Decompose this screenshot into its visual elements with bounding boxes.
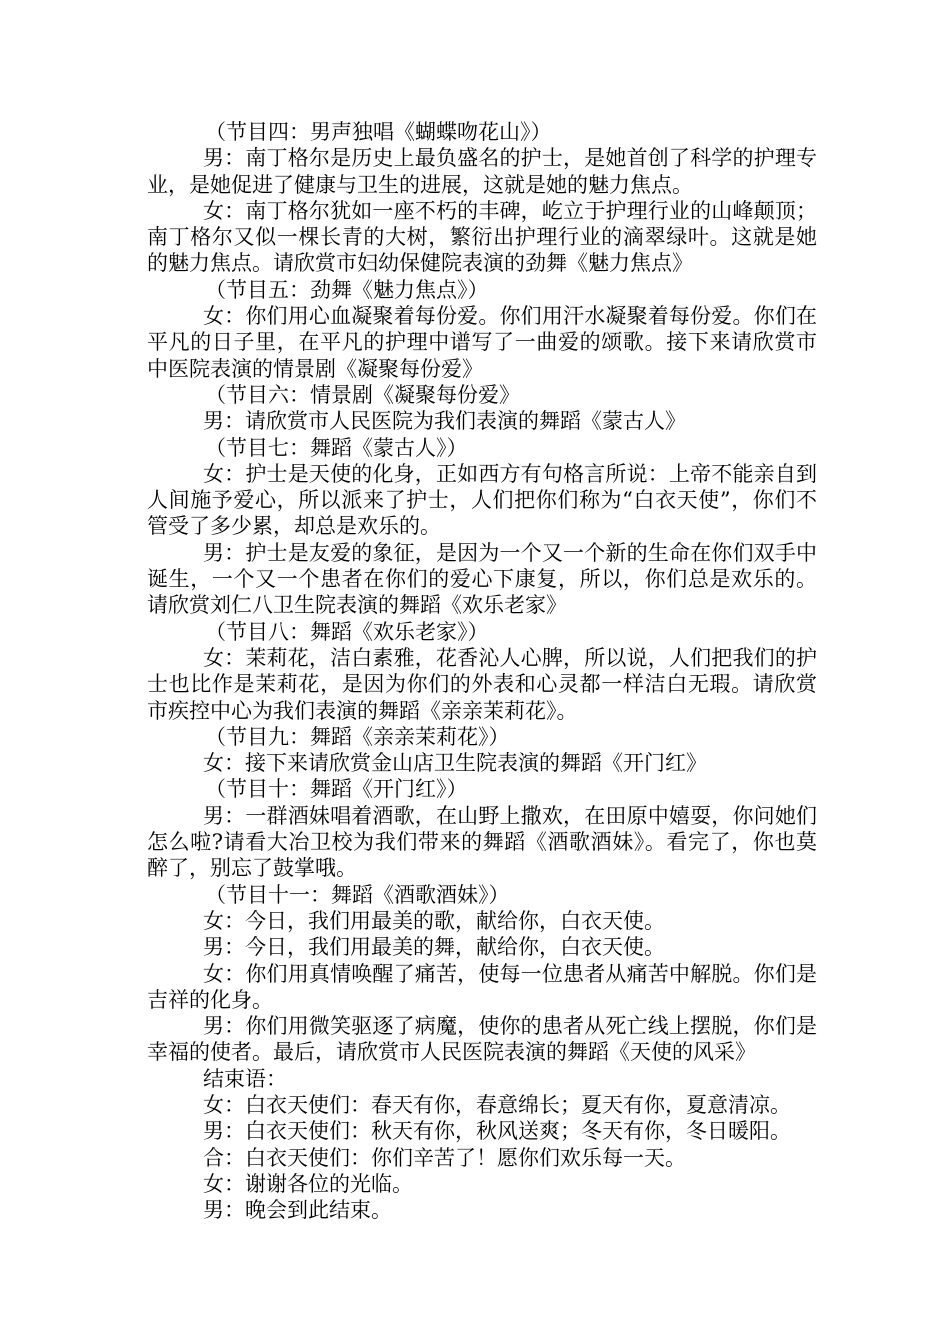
dialogue-paragraph: 女：你们用心血凝聚着每份爱。你们用汗水凝聚着每份爱。你们在平凡的日子里，在平凡的护理中谱写了一曲爱的颂歌。接下来请欣赏市中医院表演的情景剧《凝聚每份爱》: [147, 304, 817, 381]
dialogue-paragraph: 女：护士是天使的化身，正如西方有句格言所说：上帝不能亲自到人间施予爱心，所以派来了护士，人们把你们称为“白衣天使”，你们不管受了多少累，却总是欢乐的。: [147, 461, 817, 539]
dialogue-paragraph: 女：谢谢各位的光临。: [203, 1171, 413, 1196]
dialogue-paragraph: 男：晚会到此结束。: [203, 1198, 392, 1223]
dialogue-paragraph: 男：护士是友爱的象征，是因为一个又一个新的生命在你们双手中诞生，一个又一个患者在你们的爱心下康复，所以，你们总是欢乐的。请欣赏刘仁八卫生院表演的舞蹈《欢乐老家》: [147, 540, 817, 618]
dialogue-paragraph: 女：白衣天使们：春天有你，春意绵长；夏天有你，夏意清凉。: [203, 1092, 791, 1117]
dialogue-paragraph: 女：接下来请欣赏金山店卫生院表演的舞蹈《开门红》: [203, 751, 707, 776]
dialogue-paragraph: 合：白衣天使们：你们辛苦了！愿你们欢乐每一天。: [203, 1145, 686, 1170]
dialogue-paragraph: 男：一群酒妹唱着酒歌，在山野上撒欢，在田原中嬉耍，你问她们怎么啦?请看大冶卫校为我们带来的舞蹈《酒歌酒妹》。看完了，你也莫醉了，别忘了鼓掌哦。: [147, 803, 817, 881]
dialogue-paragraph: 男：今日，我们用最美的舞，献给你，白衣天使。: [203, 935, 665, 960]
dialogue-paragraph: 男：白衣天使们：秋天有你，秋风送爽；冬天有你，冬日暖阳。: [203, 1119, 791, 1144]
program-7-heading: （节目七：舞蹈《蒙古人》）: [205, 435, 468, 460]
dialogue-paragraph: 女：你们用真情唤醒了痛苦，使每一位患者从痛苦中解脱。你们是吉祥的化身。: [147, 961, 817, 1012]
program-11-heading: （节目十一：舞蹈《酒歌酒妹》）: [205, 882, 510, 907]
dialogue-paragraph: 男：你们用微笑驱逐了病魔，使你的患者从死亡线上摆脱，你们是幸福的使者。最后，请欣赏市人民医院表演的舞蹈《天使的风采》: [147, 1014, 817, 1065]
program-8-heading: （节目八：舞蹈《欢乐老家》）: [205, 619, 489, 644]
dialogue-paragraph: 男：南丁格尔是历史上最负盛名的护士，是她首创了科学的护理专业，是她促进了健康与卫生的进展，这就是她的魅力焦点。: [147, 146, 817, 197]
closing-remarks-heading: 结束语：: [203, 1066, 287, 1091]
dialogue-paragraph: 女：茉莉花，洁白素雅，花香沁人心脾，所以说，人们把我们的护士也比作是茉莉花，是因为你们的外表和心灵都一样洁白无瑕。请欣赏市疾控中心为我们表演的舞蹈《亲亲茉莉花》。: [147, 645, 817, 723]
program-5-heading: （节目五：劲舞《魅力焦点》）: [205, 277, 489, 302]
dialogue-paragraph: 女：今日，我们用最美的歌，献给你，白衣天使。: [203, 908, 665, 933]
program-9-heading: （节目九：舞蹈《亲亲茉莉花》）: [205, 724, 510, 749]
program-10-heading: （节目十：舞蹈《开门红》）: [205, 777, 468, 802]
dialogue-paragraph: 女：南丁格尔犹如一座不朽的丰碑，屹立于护理行业的山峰颠顶；南丁格尔又似一棵长青的大树，繁衍出护理行业的滴翠绿叶。这就是她的魅力焦点。请欣赏市妇幼保健院表演的劲舞《魅力焦点》: [147, 198, 817, 276]
program-4-heading: （节目四：男声独唱《蝴蝶吻花山》）: [205, 120, 552, 144]
program-6-heading: （节目六：情景剧《凝聚每份爱》: [205, 382, 520, 407]
dialogue-paragraph: 男：请欣赏市人民医院为我们表演的舞蹈《蒙古人》: [203, 409, 686, 434]
script-text-body: [147, 119, 817, 1223]
